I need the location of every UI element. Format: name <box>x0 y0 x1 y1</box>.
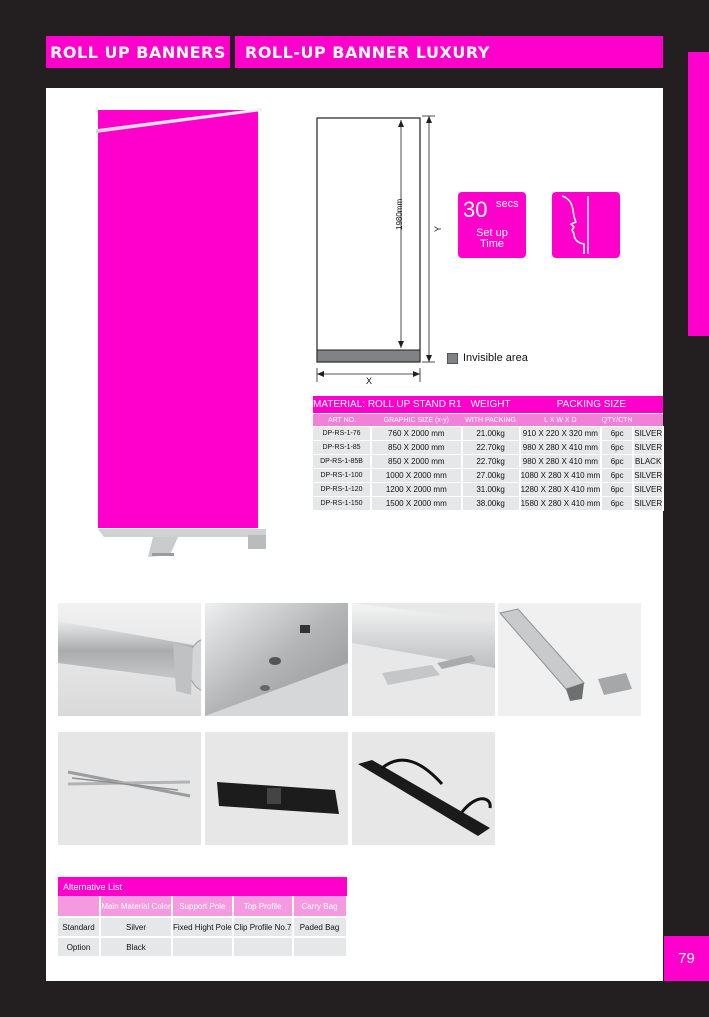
spec-cell: SILVER <box>633 469 663 483</box>
table-row <box>313 469 663 483</box>
alternative-list-table <box>58 877 348 956</box>
alt-cell <box>233 937 293 956</box>
spec-cell: 27.00kg <box>462 469 520 483</box>
alt-header: Support Pole <box>172 896 233 917</box>
spec-cell: 980 X 280 X 410 mm <box>520 455 602 469</box>
setup-time-unit: secs <box>496 198 519 210</box>
table-row <box>313 483 663 497</box>
photo-base-detail <box>205 603 348 716</box>
table-row <box>313 427 663 441</box>
spec-cell: DP-RS-1-150 <box>313 497 371 511</box>
photo-support-pole <box>58 732 201 845</box>
spec-material-header: MATERIAL: ROLL UP STAND R1 <box>313 396 462 414</box>
side-tab <box>688 52 709 336</box>
spec-subheader: L X W X D <box>520 414 602 427</box>
spec-weight-header: WEIGHT <box>462 396 520 414</box>
spec-cell: BLACK <box>633 455 663 469</box>
alt-header: Carry Bag <box>293 896 347 917</box>
spec-cell: 6pc <box>601 483 633 497</box>
spec-cell: DP-RS-1-100 <box>313 469 371 483</box>
alt-header-row <box>58 896 347 917</box>
spec-cell: 21.00kg <box>462 427 520 441</box>
spec-cell: 22.70kg <box>462 455 520 469</box>
spec-table <box>313 396 664 511</box>
alt-cell <box>172 937 233 956</box>
height-label: 1980mm <box>395 198 404 230</box>
alt-cell: Paded Bag <box>293 917 347 937</box>
spec-cell: 31.00kg <box>462 483 520 497</box>
x-label: X <box>366 376 373 386</box>
table-row <box>313 441 663 455</box>
photo-carry-bag-strap <box>352 732 495 845</box>
product-title: ROLL-UP BANNER LUXURY <box>235 36 663 68</box>
photo-clip-profile <box>498 603 641 716</box>
spec-cell: 1000 X 2000 mm <box>371 469 462 483</box>
alt-header <box>58 896 100 917</box>
spec-cell: DP-RS-1-85B <box>313 455 371 469</box>
spec-cell: 1580 X 280 X 410 mm <box>520 497 602 511</box>
section-title: ROLL UP BANNERS <box>46 36 230 68</box>
spec-cell: DP-RS-1-120 <box>313 483 371 497</box>
spec-subheader: GRAPHIC SIZE (x-y) <box>371 414 462 427</box>
alt-cell: Clip Profile No.7 <box>233 917 293 937</box>
spec-cell: 6pc <box>601 497 633 511</box>
spec-cell: 6pc <box>601 441 633 455</box>
table-row <box>313 455 663 469</box>
alt-header: Main Material Color <box>100 896 172 917</box>
table-row <box>58 917 347 937</box>
spec-cell: 6pc <box>601 469 633 483</box>
spec-subheader: WITH PACKING <box>462 414 520 427</box>
alt-cell: Fixed Hight Pole <box>172 917 233 937</box>
face-profile-badge <box>552 192 620 258</box>
spec-cell: 22.70kg <box>462 441 520 455</box>
spec-cell: SILVER <box>633 497 663 511</box>
spec-cell: 910 X 220 X 320 mm <box>520 427 602 441</box>
invisible-area-label: Invisible area <box>463 352 528 364</box>
spec-cell: 6pc <box>601 455 633 469</box>
spec-cell: 850 X 2000 mm <box>371 441 462 455</box>
alt-cell: Black <box>100 937 172 956</box>
spec-subheader-row <box>313 414 663 427</box>
banner-title: ROLL-UP BANNER LUXURY <box>60 155 84 480</box>
banner-graphic <box>98 110 258 528</box>
spec-header-row <box>313 396 663 414</box>
spec-cell: SILVER <box>633 427 663 441</box>
photo-end-cap <box>58 603 201 716</box>
alt-cell <box>293 937 347 956</box>
spec-cell: 1200 X 2000 mm <box>371 483 462 497</box>
spec-cell: 980 X 280 X 410 mm <box>520 441 602 455</box>
spec-subheader: ART NO. <box>313 414 371 427</box>
invisible-area-swatch <box>447 353 458 364</box>
photo-carry-bag <box>205 732 348 845</box>
alt-header: Top Profile <box>233 896 293 917</box>
spec-subheader: QTY/CTN <box>601 414 633 427</box>
page-number: 79 <box>664 936 709 981</box>
spec-cell: 38.00kg <box>462 497 520 511</box>
spec-cell: DP-RS-1-85 <box>313 441 371 455</box>
setup-time-value: 30 <box>463 197 488 222</box>
face-profile-icon <box>552 192 620 258</box>
setup-time-badge <box>458 192 526 258</box>
spec-cell: 1500 X 2000 mm <box>371 497 462 511</box>
alt-cell: Standard <box>58 917 100 937</box>
banner-base-image <box>98 527 268 557</box>
y-label: Y <box>433 225 443 232</box>
alt-list-title: Alternative List <box>58 877 347 896</box>
spec-cell: 1280 X 280 X 410 mm <box>520 483 602 497</box>
spec-cell: 1080 X 280 X 410 mm <box>520 469 602 483</box>
spec-cell: 760 X 2000 mm <box>371 427 462 441</box>
spec-cell: 6pc <box>601 427 633 441</box>
setup-time-line2: Time <box>479 238 505 250</box>
spec-subheader <box>633 414 663 427</box>
alt-cell: Silver <box>100 917 172 937</box>
spec-cell: SILVER <box>633 483 663 497</box>
spec-cell: SILVER <box>633 441 663 455</box>
setup-time-line1: Set up <box>476 227 508 239</box>
table-row <box>58 937 347 956</box>
spec-cell: DP-RS-1-76 <box>313 427 371 441</box>
spec-cell: 850 X 2000 mm <box>371 455 462 469</box>
alt-title-row <box>58 877 347 896</box>
table-row <box>313 497 663 511</box>
photo-foot-detail <box>352 603 495 716</box>
spec-packing-header: PACKING SIZE <box>520 396 664 414</box>
alt-cell: Option <box>58 937 100 956</box>
